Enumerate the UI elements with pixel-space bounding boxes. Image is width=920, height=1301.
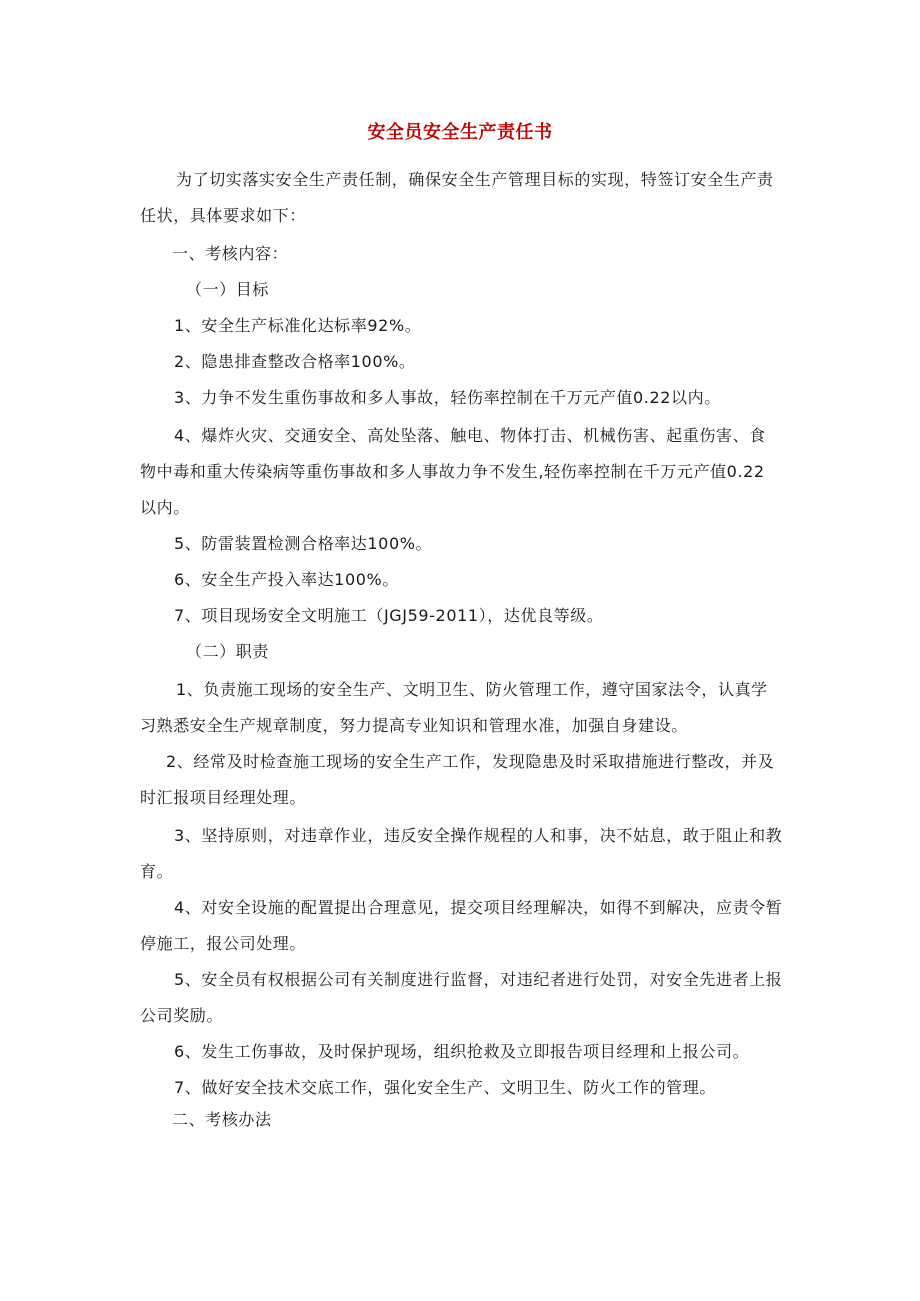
duty-item-5-line-2: 公司奖励。	[140, 1006, 224, 1025]
section-1-heading: 一、考核内容：	[172, 244, 289, 263]
document-title: 安全员安全生产责任书	[367, 122, 553, 143]
goal-item-1: 1、安全生产标准化达标率92%。	[174, 316, 422, 335]
duty-item-5-line-1: 5、安全员有权根据公司有关制度进行监督，对违纪者进行处罚，对安全先进者上报	[174, 970, 783, 989]
duty-item-3-line-1: 3、坚持原则，对违章作业，违反安全操作规程的人和事，决不姑息，敢于阻止和教	[174, 826, 783, 845]
goal-item-4-line-2: 物中毒和重大传染病等重伤事故和多人事故力争不发生,轻伤率控制在千万元产值0.22	[140, 462, 765, 481]
duty-item-4-line-2: 停施工，报公司处理。	[140, 934, 307, 953]
duty-item-3-line-2: 育。	[140, 862, 174, 881]
duty-item-1-line-1: 1、负责施工现场的安全生产、文明卫生、防火管理工作，遵守国家法令，认真学	[176, 680, 768, 699]
section-2-heading: 二、考核办法	[172, 1110, 272, 1129]
duty-item-7: 7、做好安全技术交底工作，强化安全生产、文明卫生、防火工作的管理。	[174, 1078, 716, 1097]
duty-item-2-line-1: 2、经常及时检查施工现场的安全生产工作，发现隐患及时采取措施进行整改，并及	[166, 752, 775, 771]
subsection-duties-heading: （二）职责	[186, 642, 270, 661]
goal-item-6: 6、安全生产投入率达100%。	[174, 570, 399, 589]
intro-line-2: 任状，具体要求如下：	[140, 206, 307, 225]
goal-item-4-line-3: 以内。	[140, 498, 190, 517]
goal-item-7: 7、项目现场安全文明施工（JGJ59-2011），达优良等级。	[174, 606, 604, 625]
duty-item-6: 6、发生工伤事故，及时保护现场，组织抢救及立即报告项目经理和上报公司。	[174, 1042, 750, 1061]
duty-item-1-line-2: 习熟悉安全生产规章制度，努力提高专业知识和管理水准，加强自身建设。	[140, 716, 688, 735]
duty-item-4-line-1: 4、对安全设施的配置提出合理意见，提交项目经理解决，如得不到解决，应责令暂	[174, 898, 783, 917]
goal-item-3: 3、力争不发生重伤事故和多人事故，轻伤率控制在千万元产值0.22以内。	[174, 388, 721, 407]
goal-item-4-line-1: 4、爆炸火灾、交通安全、高处坠落、触电、物体打击、机械伤害、起重伤害、食	[174, 426, 766, 445]
duty-item-2-line-2: 时汇报项目经理处理。	[140, 788, 307, 807]
subsection-goals-heading: （一）目标	[186, 280, 270, 299]
goal-item-2: 2、隐患排查整改合格率100%。	[174, 352, 416, 371]
intro-line-1: 为了切实落实安全生产责任制，确保安全生产管理目标的实现，特签订安全生产责	[176, 170, 774, 189]
goal-item-5: 5、防雷装置检测合格率达100%。	[174, 534, 433, 553]
